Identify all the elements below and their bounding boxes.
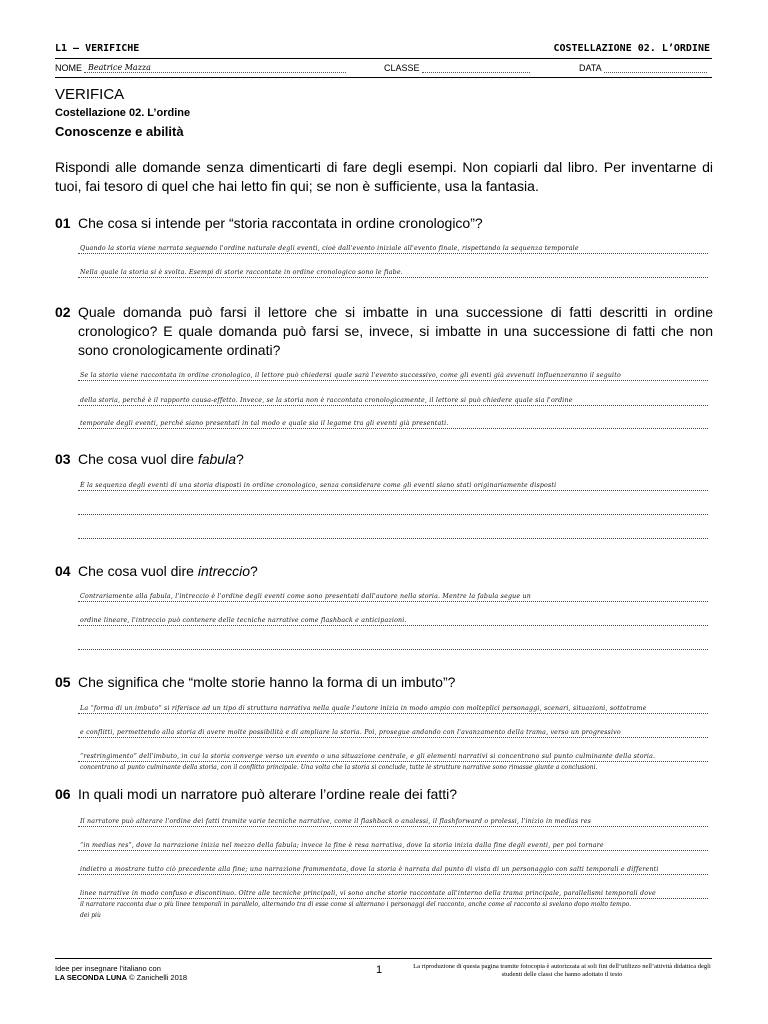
answer-line: Nella quale la storia si è svolta. Esempi di storie raccontate in ordine cronologico sono le fiabe.: [78, 263, 708, 278]
section-title: Conoscenze e abilità: [55, 124, 184, 139]
answer-line: “in medias res”, dove la narrazione inizia nel mezzo della fabula; invece la fine è resa narrativa, dove la storia inizia dalla fine degli eventi, per poi tornare: [78, 836, 708, 851]
classe-field: [384, 63, 530, 73]
page-subtitle: Costellazione 02. L’ordine: [55, 107, 191, 119]
answer-line: “restringimento” dell'imbuto, in cui la storia converge verso un evento o una situazione centrale, e gli elementi narrativi si concentrano sul punto culminante della storia.: [78, 747, 708, 762]
question-text: Che significa che “molte storie hanno la forma di un imbuto”?: [78, 674, 456, 690]
answer-line: La “forma di un imbuto” si riferisce ad un tipo di struttura narrativa nella quale l'autore inizia in modo ampio con molteplici personaggi, scenari, situazioni, sottotrame: [78, 699, 708, 714]
page-title: VERIFICA: [55, 86, 125, 103]
question-text: Che cosa vuol dire intreccio?: [78, 563, 258, 579]
header-series: L1 – VERIFICHE: [55, 43, 140, 54]
header-rule-bottom: [55, 77, 712, 78]
data-line: [604, 63, 707, 73]
header-rule-top: [55, 58, 712, 59]
question-number: 03: [55, 451, 71, 467]
answer-line: Contrariamente alla fabula, l'intreccio è l'ordine degli eventi come sono presentati dall'autore nella storia. Mentre la fabula segue un: [78, 587, 708, 602]
header-section: COSTELLAZIONE 02. L’ORDINE: [553, 43, 710, 54]
question-text: Quale domanda può farsi il lettore che si imbatte in una successione di fatti descritti in ordine cronologico? E quale domanda può farsi se, invece, si imbatte in una successione di fatti che non sono cronologicamente ordinati?: [78, 304, 713, 358]
data-label: DATA: [579, 63, 602, 73]
nome-label: NOME: [55, 63, 82, 73]
answer-line: [78, 500, 708, 515]
answer-line: e conflitti, permettendo alla storia di avere molte possibilità e di ampliare la storia. Poi, prosegue andando con l'avanzamento della trama, verso un progressivo: [78, 723, 708, 738]
answer-line: della storia, perché è il rapporto causa-effetto. Invece, se la storia non è raccontata cronologicamente, il lettore si può chiedere quale sia l'ordine: [78, 391, 708, 406]
question-05: [55, 673, 713, 692]
question-number: 05: [55, 674, 71, 690]
question-text: In quali modi un narratore può alterare l’ordine reale dei fatti?: [78, 786, 458, 802]
nome-field: [55, 63, 346, 73]
data-field: [579, 63, 707, 73]
classe-label: CLASSE: [384, 63, 420, 73]
answer-line: Il narratore può alterare l'ordine dei fatti tramite varie tecniche narrative, come il flashback o analessi, il flashforward o prolessi, l'inizio in medias res: [78, 812, 708, 827]
answer-line: linee narrative in modo confuso e discontinuo. Oltre alle tecniche principali, vi sono anche storie raccontate all'interno della trama principale, parallelismi temporali dove: [78, 884, 708, 899]
answer-line: [78, 524, 708, 539]
question-02: [55, 303, 713, 360]
classe-line: [422, 63, 530, 73]
answer-line: indietro a mostrare tutto ciò precedente alla fine; una narrazione frammentata, dove la storia è narrata dal punto di vista di un personaggio con salti temporali e differenti: [78, 860, 708, 875]
answer-line: ordine lineare, l'intreccio può contenere delle tecniche narrative come flashback e anticipazioni.: [78, 611, 708, 626]
footer-credit: Idee per insegnare l’italiano con LA SECONDA LUNA © Zanichelli 2018: [55, 964, 188, 982]
answer-line: temporale degli eventi, perché siano presentati in tal modo e quale sia il legame tra gli eventi già presentati.: [78, 414, 708, 429]
instructions: Rispondi alle domande senza dimenticarti di fare degli esempi. Non copiarli dal libro. Per inventarne di tuoi, fai tesoro di quel che hai letto fin qui; se non è sufficiente, usa la fantasia.: [55, 159, 713, 194]
answer-line: Se la storia viene raccontata in ordine cronologico, il lettore può chiedersi quale sarà l'evento successivo, come gli eventi già avvenuti influenzeranno il seguito: [78, 366, 708, 381]
question-number: 06: [55, 786, 71, 802]
answer-overflow-tail: dei più: [80, 912, 101, 919]
nome-line: [84, 63, 346, 73]
question-06: [55, 785, 713, 804]
question-number: 01: [55, 215, 71, 231]
answer-overflow: il narratore racconta due o più linee temporali in parallelo, alternando tra di esse come si alternano i personaggi del racconto, anche come al racconto si svelano dopo molto tempo.: [80, 901, 631, 908]
answer-line: [78, 635, 708, 650]
question-03: [55, 450, 713, 469]
page-number: 1: [376, 964, 383, 976]
question-number: 04: [55, 563, 71, 579]
nome-value: Beatrice Mazza: [88, 63, 151, 72]
answer-overflow: concentrano al punto culminante della storia, con il conflitto principale. Una volta che la storia si conclude, tutte le strutture narrative sono rimasse giunte a conclusioni.: [80, 764, 598, 771]
answer-line: Quando la storia viene narrata seguendo l'ordine naturale degli eventi, cioè dall'evento iniziale all'evento finale, rispettando la sequenza temporale: [78, 239, 708, 254]
footer-rule: [55, 958, 712, 959]
question-01: [55, 214, 713, 233]
question-text: Che cosa si intende per “storia raccontata in ordine cronologico”?: [78, 215, 483, 231]
question-04: [55, 562, 713, 581]
question-number: 02: [55, 304, 71, 320]
answer-line: È la sequenza degli eventi di una storia disposti in ordine cronologico, senza considerare come gli eventi siano stati originariamente disposti: [78, 476, 708, 491]
footer-copyright: La riproduzione di questa pagina tramite fotocopia è autorizzata ai soli fini dell’utilizzo nell’attività didattica degli studenti delle classi che hanno adottato il testo: [413, 963, 711, 978]
question-text: Che cosa vuol dire fabula?: [78, 451, 244, 467]
